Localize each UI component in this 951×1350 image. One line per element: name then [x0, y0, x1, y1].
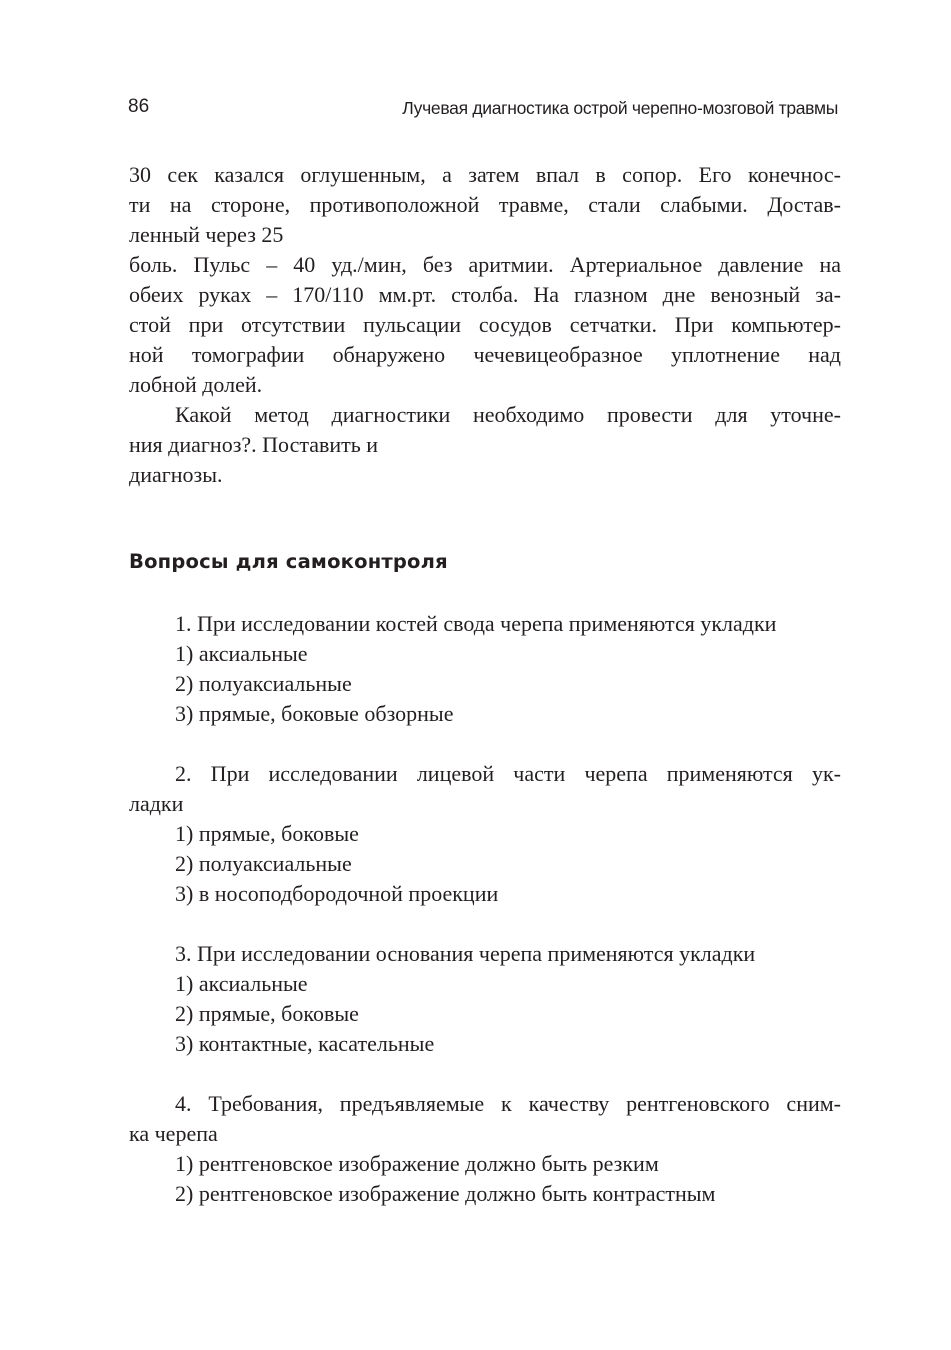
answer-option: 1) прямые, боковые [175, 821, 359, 846]
questions-list [129, 609, 841, 1209]
answer-option: 1) рентгеновское изображение должно быть резким [175, 1151, 659, 1176]
running-title: Лучевая диагностика острой черепно-мозговой травмы [402, 98, 838, 118]
answer-option: 2) полуаксиальные [175, 851, 352, 876]
spacer [129, 729, 841, 759]
answer-option: 2) полуаксиальные [175, 671, 352, 696]
text-line: лобной долей. [129, 372, 263, 397]
question-stem: 1. При исследовании костей свода черепа применяются укладки [175, 611, 777, 636]
text-line: ленный через 25 [129, 222, 284, 247]
question-text-line: диагнозы. [129, 462, 223, 487]
text-line: 30 сек казался оглушенным, а затем впал в сопор. Его конечнос- [129, 162, 841, 187]
answer-option: 2) прямые, боковые [175, 1001, 359, 1026]
question-stem: ладки [129, 791, 184, 816]
question-item [129, 939, 841, 1059]
text-line: стой при отсутствии пульсации сосудов сетчатки. При компьютер- [129, 312, 841, 337]
answer-option: 3) прямые, боковые обзорные [175, 701, 454, 726]
page-number: 86 [128, 96, 150, 117]
answer-option: 1) аксиальные [175, 641, 308, 666]
question-stem: 3. При исследовании основания черепа применяются укладки [175, 941, 756, 966]
answer-option: 3) в носоподбородочной проекции [175, 881, 499, 906]
question-stem: 2. При исследовании лицевой части черепа применяются ук- [175, 761, 841, 786]
text-line: боль. Пульс – 40 уд./мин, без аритмии. Артериальное давление на [129, 252, 841, 277]
spacer [129, 909, 841, 939]
text-line: обеих руках – 170/110 мм.рт. столба. На глазном дне венозный за- [129, 282, 841, 307]
spacer [129, 1059, 841, 1089]
question-item [129, 1089, 841, 1209]
text-line: ти на стороне, противоположной травме, стали слабыми. Достав- [129, 192, 841, 217]
text-line: ной томографии обнаружено чечевицеобразное уплотнение над [129, 342, 841, 367]
question-item [129, 759, 841, 909]
question-text-line: ния диагноз?. Поставить и [129, 432, 379, 457]
question-item [129, 609, 841, 729]
case-text [129, 160, 841, 490]
section-title: Вопросы для самоконтроля [129, 550, 448, 573]
answer-option: 2) рентгеновское изображение должно быть контрастным [175, 1181, 716, 1206]
question-stem: ка черепа [129, 1121, 218, 1146]
answer-option: 1) аксиальные [175, 971, 308, 996]
answer-option: 3) контактные, касательные [175, 1031, 435, 1056]
question-text-line: Какой метод диагностики необходимо провести для уточне- [175, 402, 841, 427]
question-stem: 4. Требования, предъявляемые к качеству рентгеновского сним- [175, 1091, 841, 1116]
